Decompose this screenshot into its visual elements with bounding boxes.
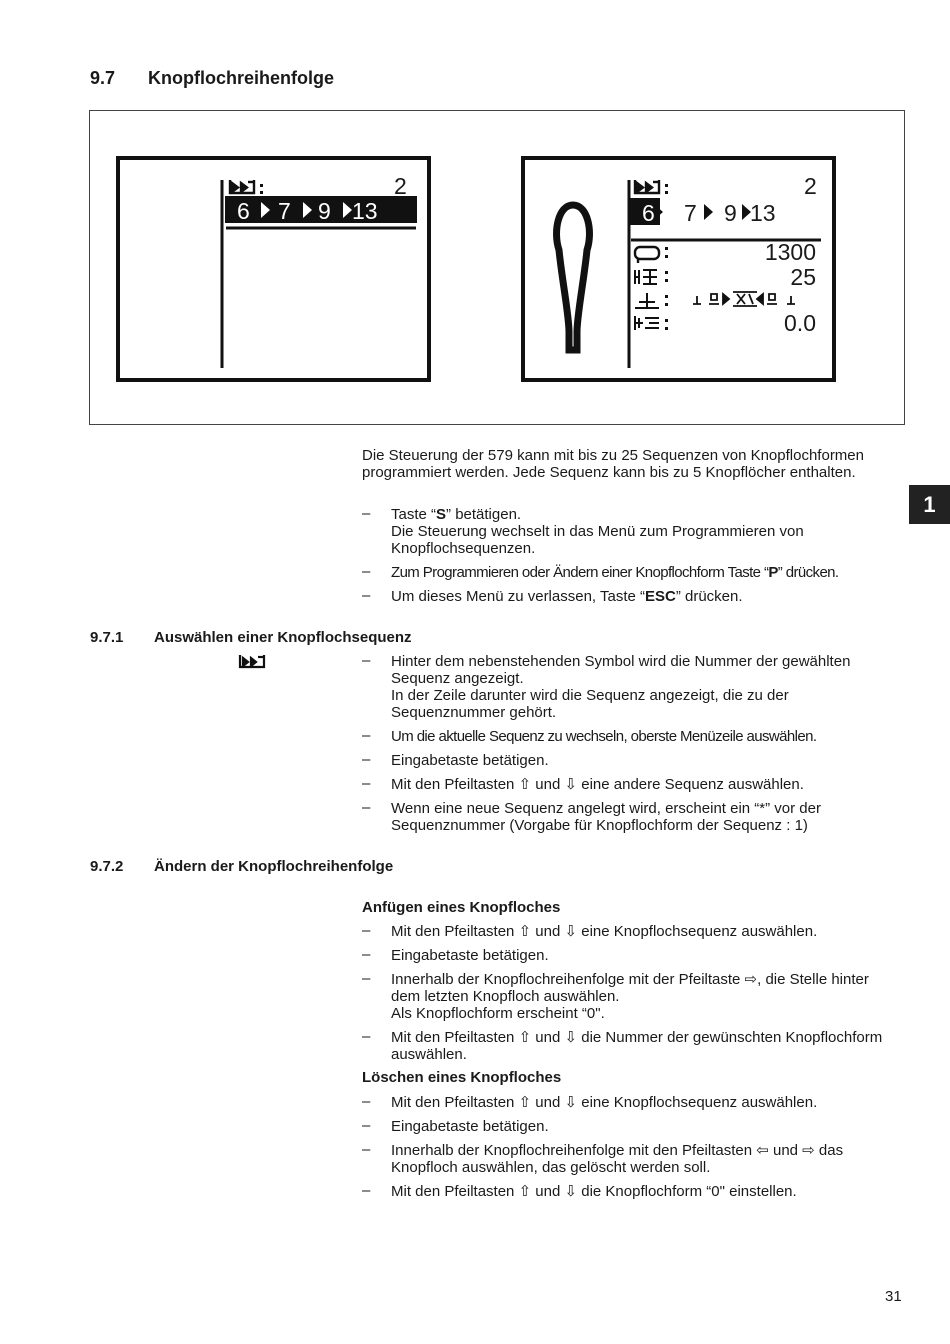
bullet-dash: –: [362, 1141, 371, 1158]
bullet-dash: –: [362, 563, 371, 580]
lcd-left-graphics: [120, 160, 427, 378]
lcd-display-right: [521, 156, 836, 382]
add-bullet: Innerhalb der Knopflochreihenfolge mit der Pfeiltaste ⇨, die Stelle hinter dem letzten Knopfloch auswählen. Als Knopflochform erscheint “0".: [391, 971, 869, 1022]
bullet-dash: –: [362, 587, 371, 604]
seq-item: 9: [724, 200, 737, 226]
add-bullet: Eingabetaste betätigen.: [391, 947, 549, 964]
delete-bullet: Eingabetaste betätigen.: [391, 1118, 549, 1135]
s971-bullet: Um die aktuelle Sequenz zu wechseln, oberste Menüzeile auswählen.: [391, 728, 817, 745]
seq-item: 7: [278, 198, 291, 224]
section-title: Knopflochreihenfolge: [148, 68, 334, 88]
bullet-dash: –: [362, 1182, 371, 1199]
seq-number-value: 2: [804, 173, 817, 199]
seq-item: 13: [750, 200, 776, 226]
add-bullet: Mit den Pfeiltasten ⇧ und ⇩ die Nummer der gewünschten Knopflochform auswählen.: [391, 1029, 883, 1063]
bullet-dash: –: [362, 1028, 371, 1045]
section-number: 9.7: [90, 68, 116, 88]
bullet-dash: –: [362, 946, 371, 963]
delete-bullet: Mit den Pfeiltasten ⇧ und ⇩ die Knopflochform “0" einstellen.: [391, 1183, 797, 1200]
lcd-right-graphics: [525, 160, 832, 378]
intro-bullet: Taste “S” betätigen. Die Steuerung wechselt in das Menü zum Programmieren von Knopflochsequenzen.: [391, 506, 804, 557]
stitch-density-icon: [635, 270, 668, 284]
seq-item: 7: [684, 200, 697, 226]
delete-bullet: Mit den Pfeiltasten ⇧ und ⇩ eine Knopflochsequenz auswählen.: [391, 1094, 818, 1111]
buttonhole-shape-icon: [557, 205, 590, 350]
bullet-dash: –: [362, 922, 371, 939]
lcd-display-left: [116, 156, 431, 382]
subsection-title: Auswählen einer Knopflochsequenz: [154, 629, 412, 646]
bullet-dash: –: [362, 505, 371, 522]
cutting-symbols-icon: [693, 292, 795, 306]
seq-item: 6: [237, 198, 250, 224]
seq-item: 13: [352, 198, 378, 224]
cutting-sequence-icon: [635, 293, 668, 308]
buttonhole-length-icon: [635, 247, 668, 263]
delete-heading: Löschen eines Knopfloches: [362, 1069, 562, 1086]
sequence-icon: [230, 180, 263, 194]
bullet-dash: –: [362, 1093, 371, 1110]
seq-item: 9: [318, 198, 331, 224]
chapter-tab: 1: [909, 485, 950, 524]
s971-bullet: Hinter dem nebenstehenden Symbol wird die Nummer der gewählten Sequenz angezeigt. In der Zeile darunter wird die Sequenz angezeigt, die zu der Sequenznummer gehört.: [391, 653, 851, 721]
delete-bullet: Innerhalb der Knopflochreihenfolge mit den Pfeiltasten ⇦ und ⇨ das Knopfloch auswählen, das gelöscht werden soll.: [391, 1142, 844, 1176]
bullet-dash: –: [362, 727, 371, 744]
sequence-icon: [635, 180, 668, 194]
add-heading: Anfügen eines Knopfloches: [362, 899, 561, 916]
density-value: 25: [790, 264, 816, 290]
bullet-dash: –: [362, 652, 371, 669]
offset-icon: [635, 316, 668, 330]
bullet-dash: –: [362, 970, 371, 987]
sequence-icon: [238, 653, 266, 669]
bullet-dash: –: [362, 775, 371, 792]
add-bullet: Mit den Pfeiltasten ⇧ und ⇩ eine Knopflochsequenz auswählen.: [391, 923, 818, 940]
intro-bullet: Um dieses Menü zu verlassen, Taste “ESC” drücken.: [391, 588, 743, 605]
s971-bullet: Wenn eine neue Sequenz angelegt wird, erscheint ein “*” vor der Sequenznummer (Vorgabe für Knopflochform der Sequenz : 1): [391, 800, 821, 834]
subsection-title: Ändern der Knopflochreihenfolge: [154, 858, 394, 875]
s971-bullet: Mit den Pfeiltasten ⇧ und ⇩ eine andere Sequenz auswählen.: [391, 776, 804, 793]
arrow-icon: [704, 204, 713, 220]
offset-value: 0.0: [784, 310, 816, 336]
bullet-dash: –: [362, 1117, 371, 1134]
subsection-number: 9.7.1: [90, 629, 124, 646]
page-number: 31: [885, 1288, 902, 1305]
seq-item: 6: [642, 200, 655, 226]
bullet-dash: –: [362, 799, 371, 816]
bullet-dash: –: [362, 751, 371, 768]
seq-number-value: 2: [394, 173, 407, 199]
s971-bullet: Eingabetaste betätigen.: [391, 752, 549, 769]
length-value: 1300: [764, 239, 816, 265]
intro-bullet: Zum Programmieren oder Ändern einer Knopflochform Taste “P” drücken.: [391, 564, 839, 581]
subsection-number: 9.7.2: [90, 858, 124, 875]
intro-paragraph: Die Steuerung der 579 kann mit bis zu 25 Sequenzen von Knopflochformen programmiert werden. Jede Sequenz kann bis zu 5 Knopflöcher enthalten.: [362, 447, 864, 481]
